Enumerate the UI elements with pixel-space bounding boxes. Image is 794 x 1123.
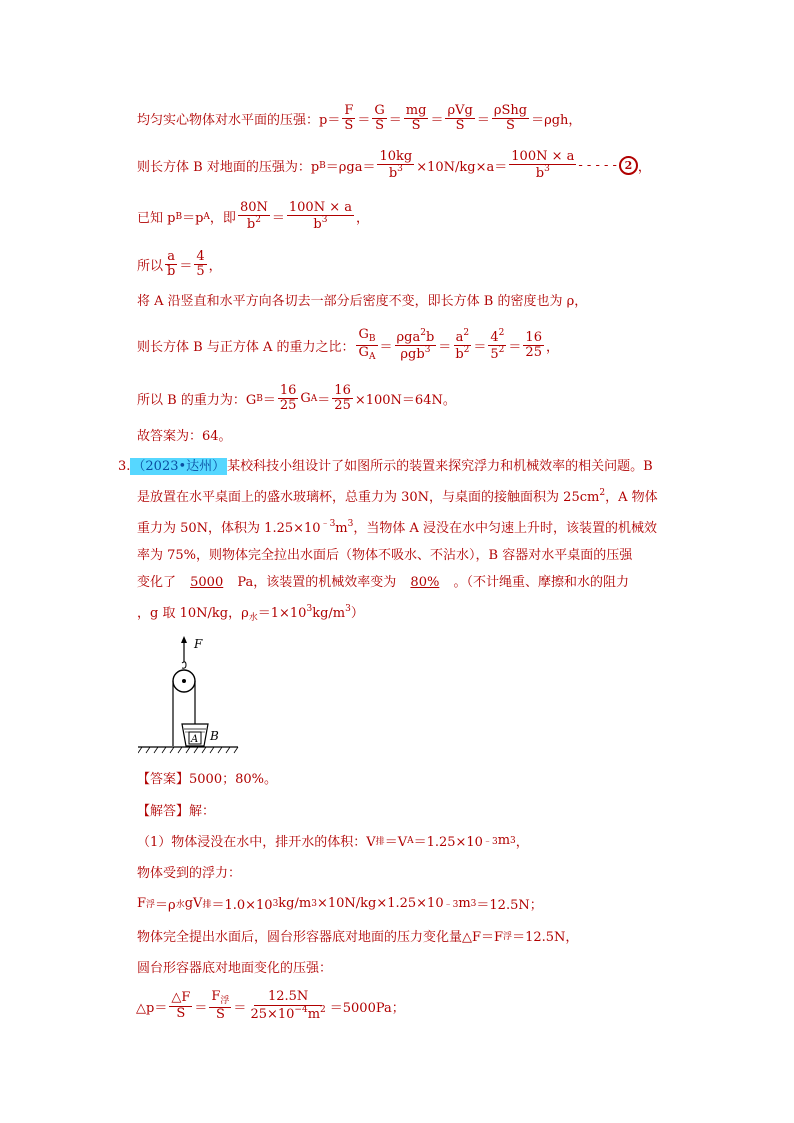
fraction [404,104,429,134]
circled-number: 2 [619,156,638,175]
force-label: F [194,637,203,651]
fraction: $\frac{16}{25}$ [334,383,351,414]
denominator: S [411,118,421,134]
numerator: mg [405,103,427,118]
fraction [342,104,355,134]
denominator: S [344,118,354,134]
pulley-diagram [138,636,248,761]
solution-line [137,800,215,819]
solution-step-2: 物体受到的浮力： [137,866,242,881]
fraction: $\frac{16}{25}$ [279,383,297,414]
answer-label: 【答案】 [137,772,190,787]
text-density: 将 A 沿竖直和水平方向各切去一部分后密度不变，即长方体 B 的密度也为 ρ， [137,294,588,309]
text: ＝ρga＝ [325,160,376,176]
fraction [377,150,414,182]
pulley-svg [138,636,248,761]
subscript: B [319,160,326,171]
denominator: S [455,118,465,134]
formula-pressure-b [137,150,651,182]
text: ＝ρgh， [531,113,582,129]
fraction: $\frac{\triangle F}{S}$ [171,990,191,1021]
formula-ratio-ab: 所以 $\frac{a}{b}$ ＝ $\frac{4}{5}$ ， [137,249,222,280]
dashes: - - - - - [578,158,617,174]
fraction [492,104,529,134]
object-a-label: A [191,734,199,745]
fraction: $\frac{a}{b}$ [167,249,176,280]
answer-64: 故答案为：64。 [137,429,232,444]
denominator: S [375,118,385,134]
fraction: $\frac{4}{5}$ [196,249,205,280]
fraction: $\frac{G_B}{G_A}$ [358,327,376,362]
fraction [372,104,386,134]
numerator: F [344,103,354,118]
fraction: $\frac{12.5N}{25\times 10^{-4}m^2}$ [250,989,326,1022]
text: 则长方体 B 对地面的压强为：p [137,160,320,176]
solution-text: 解： [189,804,216,819]
fraction [509,150,576,182]
solution-step-4: 物体完全提出水面后，圆台形容器底对地面的压力变化量△F＝F 浮 ＝12.5N， [137,930,579,945]
text: ×10N/kg×a＝ [416,160,508,176]
fraction: $\frac{F_浮}{S}$ [211,989,230,1022]
denominator: $b^3$ [388,164,403,182]
fraction: $\frac{4^2}{5^2}$ [490,327,505,362]
solution-step-6: △p＝ $\frac{\triangle F}{S}$ ＝ $\frac{F_浮}{S}$ ＝ $\frac{12.5N}{25\times 10^{-4}m^2}$ ＝5000Pa； [136,989,405,1022]
numerator: G [374,103,385,118]
text: ＝ [357,113,371,129]
fraction: $\frac{100N \times a}{b^3}$ [288,200,352,233]
fraction [445,104,474,134]
text: ， [637,160,651,176]
fraction: $\frac{16}{25}$ [525,329,542,360]
numerator: 10kg [379,149,413,164]
formula-weight-b: 所以 B 的重力为：G B ＝ $\frac{16}{25}$ G A ＝ $\frac{16}{25}$ ×100N＝64N。 [137,383,456,414]
answer-line [137,768,277,787]
numerator: 100N × a [511,149,575,164]
numerator: ρVg [447,103,473,118]
denominator: S [506,118,515,134]
fraction: $\frac{80N}{b^2}$ [239,200,268,233]
question-3: 3. （2023•达州） 某校科技小组设计了如图所示的装置来探究浮力和机械效率的相关问题。B 是放置在水平桌面上的盛水玻璃杯，总重力为 30N，与桌面的接触面积为 $25cm^2$，A 物体 重力为 50N，体积为 $1.25\times 10^{﹣3}m^3$，当物体 A 浸没在水中匀速上升时，该装置的机械效 率为 75%，则物体完全拉出水面后（物体不吸水、不沾水），B 容器对水平桌面的压强 变化了 5000 Pa，该装置的机械效率变为 80% 。（不计绳重、摩擦和水的阻力 ，g 取 10N/kg，$\rho_水=1\times 10^3kg/m^3$） [118,459,658,623]
numerator: ρShg [493,103,528,118]
formula-known-equal: 已知 p B ＝p A ，即 $\frac{80N}{b^2}$ ＝ $\frac{100N \times a}{b^3}$ ， [137,200,369,233]
fraction: $\frac{\rho ga^2b}{\rho gb^3}$ [396,327,435,362]
answer-blank-1: 5000 [190,575,224,590]
source-tag: （2023•达州） [132,459,226,474]
formula-pressure-general: 均匀实心物体对水平面的压强：p＝ $\frac{F}{S}$ ＝ $\frac{G}{S}$ ＝ $\frac{mg}{S}$ ＝ $\frac{\text{ρVg}}{S}$ ＝ $\frac{\text{ρShg}}{S}$ ＝ρgh， [137,103,582,134]
solution-label: 【解答】 [137,804,190,819]
container-b-label: B [210,729,219,743]
solution-step-3: F 浮 ＝ρ 水 gV 排 ＝1.0×10 3 kg/m 3 ×10N/kg×1.25×10 ﹣3 m 3 ＝12.5N； [137,896,543,913]
fraction: $\frac{a^2}{b^2}$ [455,327,470,362]
denominator: $b^3$ [535,164,550,182]
answer-blank-2: 80% [410,575,440,590]
answer-text: 5000；80%。 [189,772,277,787]
solution-step-5: 圆台形容器底对地面变化的压强： [137,961,333,976]
text: 均匀实心物体对水平面的压强：p＝ [137,113,341,129]
solution-step-1: （1）物体浸没在水中，排开水的体积：V 排 ＝V A ＝1.25×10 ﹣3 m 3 ， [137,833,529,850]
question-number: 3. [118,459,131,474]
formula-weight-ratio: 则长方体 B 与正方体 A 的重力之比： $\frac{G_B}{G_A}$ ＝ $\frac{\rho ga^2b}{\rho gb^3}$ ＝ $\frac{a^2}{b^2}$ ＝ $\frac{4^2}{5^2}$ ＝ $\frac{16}{25}$ ， [137,327,559,362]
